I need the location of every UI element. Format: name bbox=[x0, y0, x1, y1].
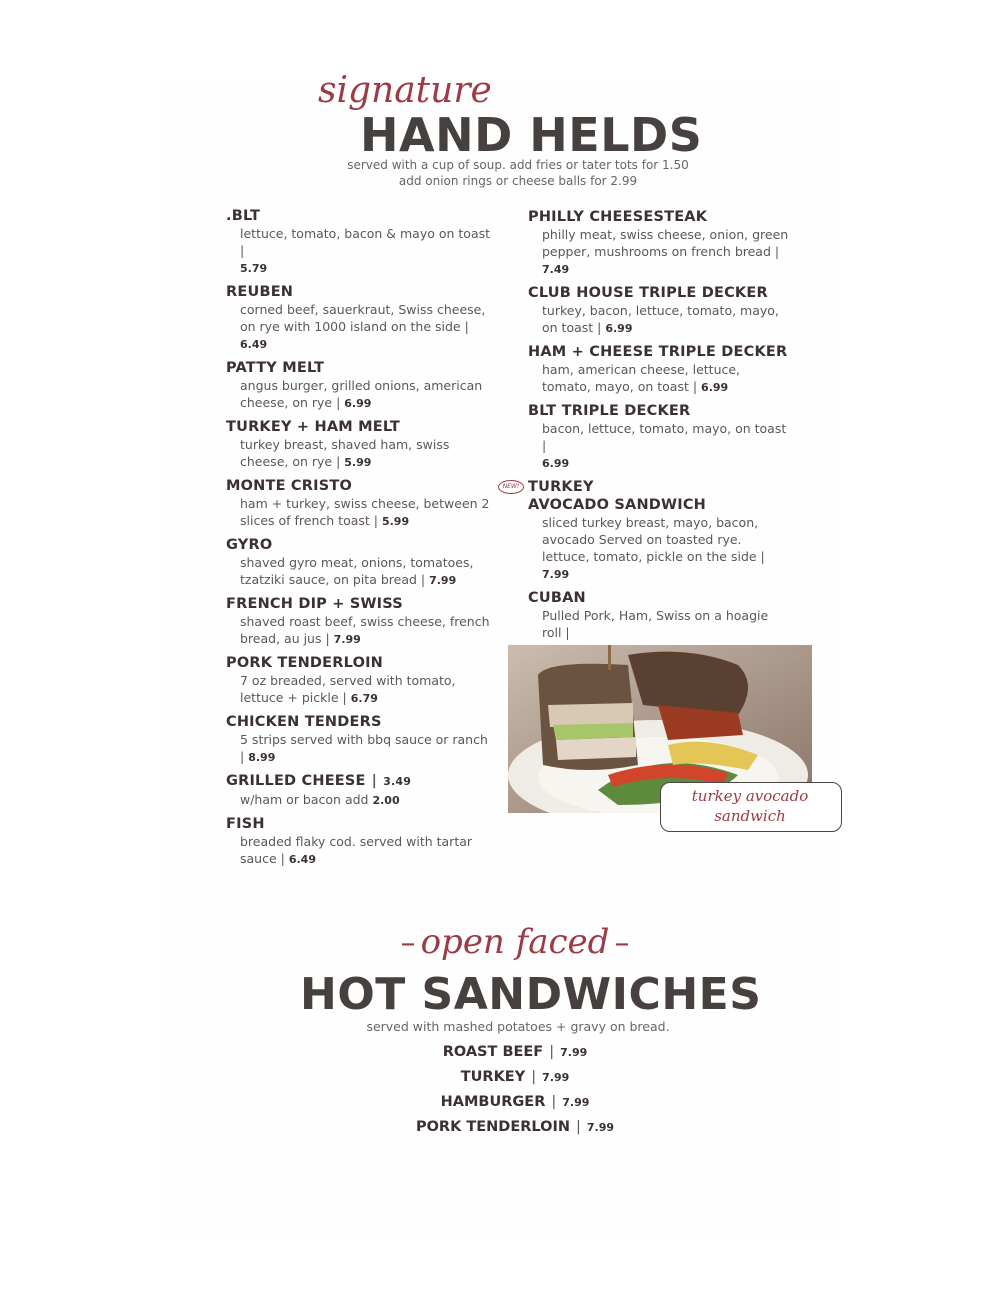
menu-item bbox=[226, 283, 494, 353]
hot-sandwich-list bbox=[300, 1040, 730, 1140]
menu-item bbox=[226, 477, 494, 530]
item-price: 6.79 bbox=[350, 692, 378, 705]
menu-item bbox=[226, 772, 494, 809]
item-price: 5.99 bbox=[381, 515, 410, 528]
item-name: ROAST BEEF bbox=[442, 1044, 544, 1060]
open-faced-heading bbox=[390, 922, 640, 962]
item-name: HAM + CHEESE TRIPLE DECKER bbox=[528, 344, 788, 360]
hot-sandwich-item: TURKEY | 7.99 bbox=[460, 1069, 570, 1085]
item-name: CHICKEN TENDERS bbox=[226, 714, 382, 730]
item-name: GYRO bbox=[226, 537, 273, 553]
hand-helds-subtitle bbox=[268, 157, 768, 189]
hot-sandwiches-subtitle: served with mashed potatoes + gravy on bread. bbox=[366, 1019, 670, 1034]
item-price: 6.99 bbox=[701, 381, 729, 394]
item-description: turkey breast, shaved ham, swiss cheese, on rye | 5.99 bbox=[240, 437, 450, 469]
caption-line-1: turkey avocado bbox=[691, 787, 809, 805]
item-name: BLT TRIPLE DECKER bbox=[528, 403, 691, 419]
menu-item bbox=[226, 654, 494, 707]
item-price: 7.99 bbox=[560, 1046, 588, 1059]
item-description: ham, american cheese, lettuce, tomato, mayo, on toast | 6.99 bbox=[542, 362, 741, 394]
item-price: 5.99 bbox=[344, 456, 372, 469]
item-description: 5 strips served with bbq sauce or ranch | 8.99 bbox=[240, 732, 488, 764]
item-description: breaded flaky cod. served with tartar sauce | 6.49 bbox=[240, 834, 473, 866]
left-menu-column bbox=[226, 207, 494, 874]
item-price: 7.99 bbox=[429, 574, 457, 587]
item-description: turkey, bacon, lettuce, tomato, mayo, on toast | 6.99 bbox=[542, 303, 779, 335]
item-name: .BLT bbox=[226, 208, 261, 224]
menu-item bbox=[502, 478, 790, 583]
item-name: MONTE CRISTO bbox=[226, 478, 352, 494]
menu-item bbox=[226, 359, 494, 412]
item-description: shaved roast beef, swiss cheese, french bread, au jus | 7.99 bbox=[240, 614, 490, 646]
item-description: corned beef, sauerkraut, Swiss cheese, on rye with 1000 island on the side | 6.49 bbox=[240, 302, 486, 351]
item-price: 6.49 bbox=[240, 338, 268, 351]
item-name: FISH bbox=[226, 816, 265, 832]
menu-item bbox=[226, 207, 494, 277]
item-description: lettuce, tomato, bacon & mayo on toast | 5.79 bbox=[240, 226, 491, 275]
item-price: 6.99 bbox=[542, 457, 570, 470]
menu-item bbox=[226, 595, 494, 648]
hot-sandwich-item: PORK TENDERLOIN | 7.99 bbox=[415, 1119, 615, 1135]
photo-caption bbox=[660, 786, 840, 826]
menu-item bbox=[226, 713, 494, 766]
item-description: philly meat, swiss cheese, onion, green pepper, mushrooms on french bread | 7.49 bbox=[542, 227, 789, 276]
item-description: shaved gyro meat, onions, tomatoes, tzatziki sauce, on pita bread | 7.99 bbox=[240, 555, 474, 587]
item-description: w/ham or bacon add 2.00 bbox=[240, 792, 400, 807]
item-name: CLUB HOUSE TRIPLE DECKER bbox=[528, 285, 768, 301]
menu-item bbox=[528, 343, 790, 396]
addon-price: 2.00 bbox=[372, 794, 400, 807]
item-name: TURKEY bbox=[528, 479, 594, 495]
hot-sandwich-item: ROAST BEEF | 7.99 bbox=[442, 1044, 588, 1060]
item-price: 7.99 bbox=[333, 633, 361, 646]
item-name: PATTY MELT bbox=[226, 360, 325, 376]
hot-sandwich-item: HAMBURGER | 7.99 bbox=[440, 1094, 590, 1110]
signature-script-title: signature bbox=[318, 70, 492, 111]
item-price: 7.99 bbox=[542, 568, 570, 581]
item-name: PORK TENDERLOIN bbox=[415, 1119, 570, 1135]
item-price: 5.79 bbox=[240, 262, 268, 275]
caption-line-2: sandwich bbox=[714, 807, 786, 825]
item-description: angus burger, grilled onions, american cheese, on rye | 6.99 bbox=[240, 378, 483, 410]
menu-item bbox=[528, 284, 790, 337]
menu-item bbox=[226, 536, 494, 589]
item-price: 6.99 bbox=[344, 397, 372, 410]
menu-item bbox=[226, 815, 494, 868]
menu-item bbox=[528, 208, 790, 278]
item-price: 7.99 bbox=[586, 1121, 615, 1134]
item-price: 3.49 bbox=[383, 775, 412, 788]
item-description: 7 oz breaded, served with tomato, lettuce + pickle | 6.79 bbox=[240, 673, 456, 705]
hot-sandwiches-title: HOT SANDWICHES bbox=[300, 969, 762, 1020]
item-description: sliced turkey breast, mayo, bacon, avocado Served on toasted rye. lettuce, tomato, pickle on the side | 7.99 bbox=[542, 515, 765, 581]
item-name: TURKEY + HAM MELT bbox=[226, 419, 401, 435]
item-name: PORK TENDERLOIN bbox=[226, 655, 384, 671]
item-name: TURKEY bbox=[460, 1069, 526, 1085]
subtitle-line-2: add onion rings or cheese balls for 2.99 bbox=[398, 174, 638, 188]
item-description: bacon, lettuce, tomato, mayo, on toast | 6.99 bbox=[542, 421, 787, 470]
item-description: ham + turkey, swiss cheese, between 2 slices of french toast | 5.99 bbox=[240, 496, 490, 528]
item-description: Pulled Pork, Ham, Swiss on a hoagie roll | bbox=[528, 607, 790, 659]
item-price: 6.99 bbox=[605, 322, 633, 335]
item-name: REUBEN bbox=[226, 284, 294, 300]
open-faced-script-title: open faced bbox=[420, 922, 610, 962]
dash-right: – bbox=[614, 926, 630, 961]
subtitle-line-1: served with a cup of soup. add fries or tater tots for 1.50 bbox=[347, 158, 689, 172]
new-badge: NEW! bbox=[498, 480, 524, 494]
item-name: FRENCH DIP + SWISS bbox=[226, 596, 403, 612]
menu-item bbox=[528, 402, 790, 472]
item-name: HAMBURGER bbox=[440, 1094, 546, 1110]
item-price: 7.49 bbox=[542, 263, 570, 276]
item-name: PHILLY CHEESESTEAK bbox=[528, 209, 708, 225]
item-name: GRILLED CHEESE | 3.49 bbox=[226, 773, 412, 789]
item-price: 6.49 bbox=[288, 853, 316, 866]
item-name: CUBAN bbox=[528, 590, 586, 606]
menu-item bbox=[226, 418, 494, 471]
item-price: 7.99 bbox=[542, 1071, 570, 1084]
item-price: 8.99 bbox=[248, 751, 276, 764]
hand-helds-title: HAND HELDS bbox=[360, 108, 703, 162]
right-menu-column bbox=[502, 208, 790, 665]
dash-left: – bbox=[400, 926, 416, 961]
item-price: 7.99 bbox=[562, 1096, 590, 1109]
item-name-line-2: AVOCADO SANDWICH bbox=[528, 497, 707, 513]
